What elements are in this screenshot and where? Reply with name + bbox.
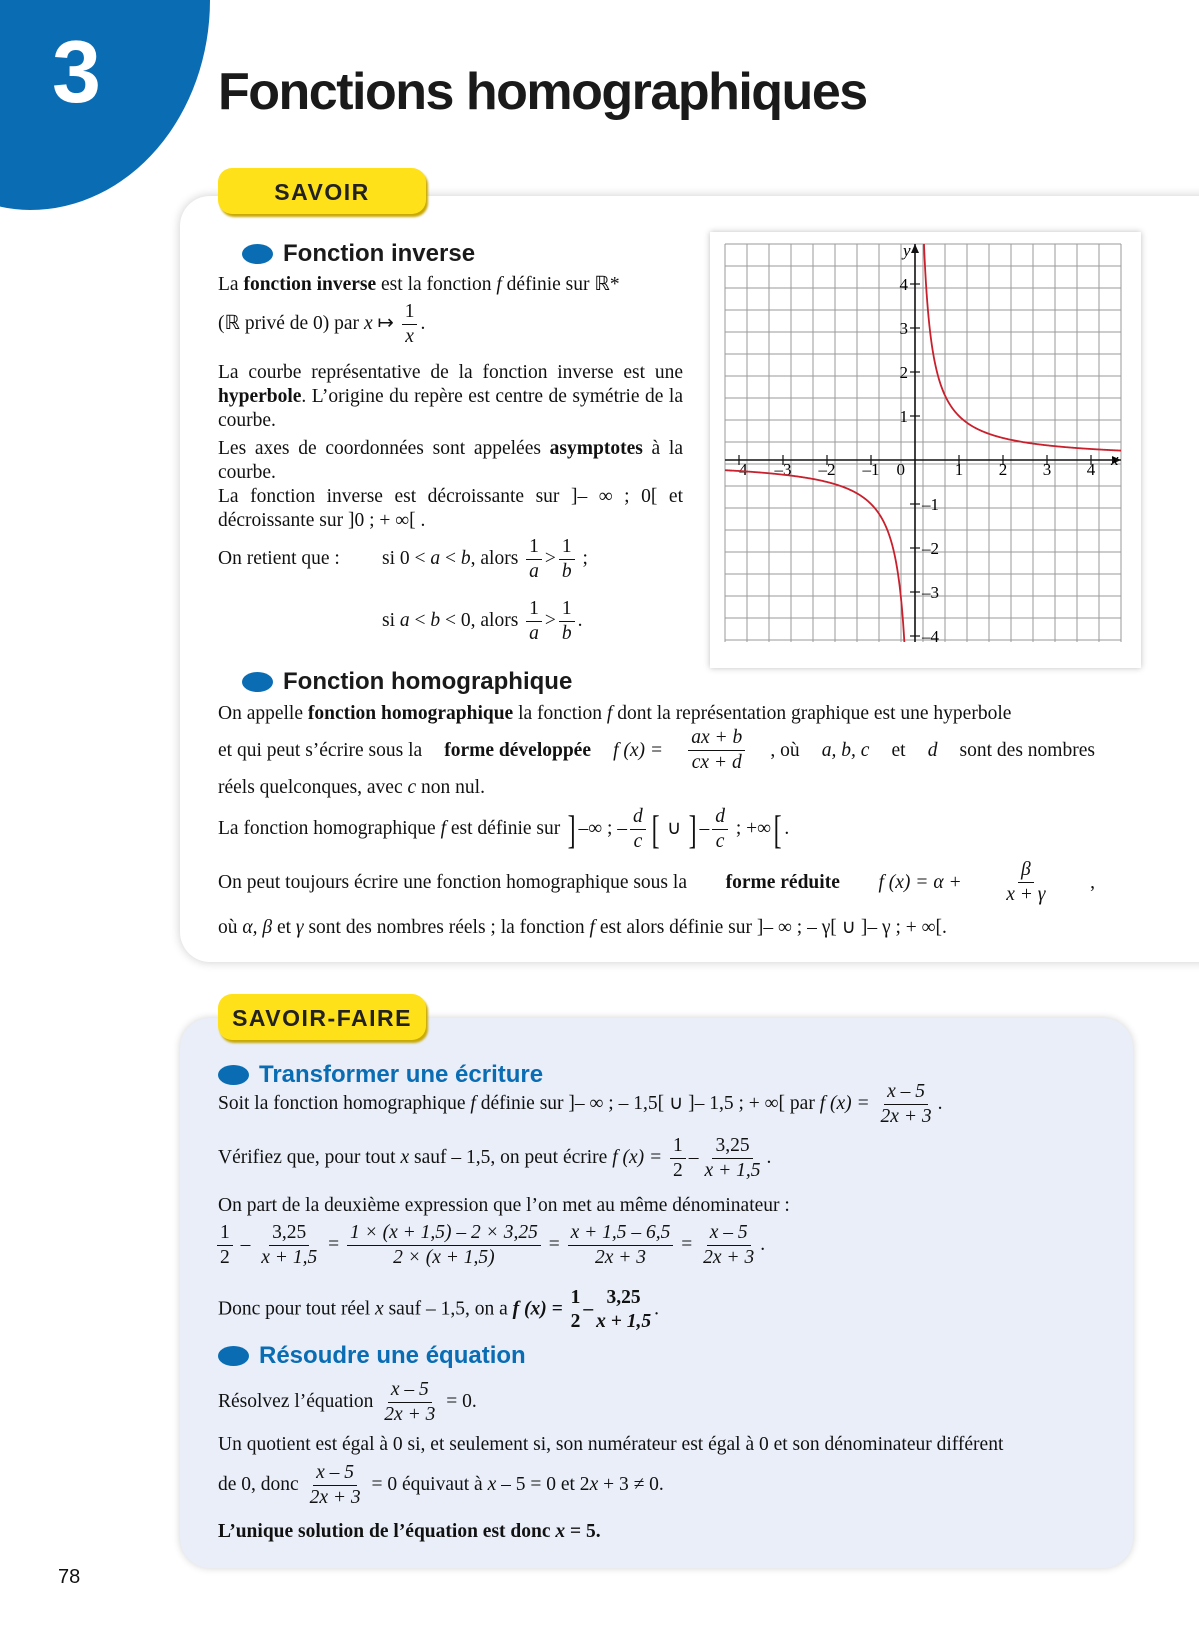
transformer-conclusion: Donc pour tout réel x sauf – 1,5, on a f (x) = 1 2 – 3,25 x + 1,5 . [218, 1287, 659, 1332]
bullet-icon [242, 672, 273, 692]
homographique-def-line1: On appelle fonction homographique la fonction f dont la représentation graphique est une hyperbole [218, 703, 1012, 724]
heading-text: Fonction homographique [283, 668, 573, 695]
inverse-paragraph-asymptotes: Les axes de coordonnées sont appelées asymptotes à la courbe. [218, 438, 683, 483]
bullet-icon [218, 1346, 249, 1366]
x-tick-label: 4 [1086, 460, 1096, 479]
retient-rule-positive: si 0 < a < b, alors $\frac{1}{a}$ > $\frac{1}{b}$ ; [382, 536, 588, 582]
heading-fonction-inverse [242, 240, 475, 268]
inverse-function-graph [710, 232, 1141, 668]
savoir-tab: SAVOIR [218, 168, 426, 214]
y-tick-label: 1 [899, 407, 908, 426]
inverse-paragraph-variations: La fonction inverse est décroissante sur ]– ∞ ; 0[ et décroissante sur ]0 ; + ∞[ . [218, 486, 683, 531]
x-tick-label: –2 [818, 460, 836, 479]
heading-text: Transformer une écriture [259, 1061, 544, 1088]
heading-text: Fonction inverse [283, 240, 476, 267]
x-axis-label: x [1111, 450, 1119, 469]
resoudre-statement: Résolvez l’équation $\frac{x - 5}{2x + 3}$ = 0. [218, 1379, 477, 1425]
retient-label: On retient que : [218, 548, 340, 569]
curve-negative-branch [725, 470, 904, 642]
homographique-domain: La fonction homographique f est définie sur ] –∞ ; – $\frac{d}{c}$ [ ∪ ] – $\frac{d}{c}$ ; +∞[ . [218, 806, 790, 852]
x-tick-label: 2 [998, 460, 1008, 479]
y-tick-label: 3 [899, 319, 908, 338]
x-tick-label: –4 [730, 460, 748, 479]
homographique-def-line3: réels quelconques, avec c non nul. [218, 777, 485, 798]
transformer-calculation: $\frac{1}{2}$ – $\frac{3,25}{x + 1,5}$ = $\frac{1 \times (x + 1,5) - 2 \times 3,25}{2 \times (x + 1,5)}$ = $\frac{x + 1,5 - 6,5}{2x + 3}$ = $\frac{x - 5}{2x + 3}$ . [214, 1221, 765, 1270]
x-tick-label: –1 [862, 460, 880, 479]
inverse-definition-line1: La fonction inverse est la fonction f définie sur ℝ* [218, 274, 620, 295]
y-axis-label: y [903, 241, 911, 260]
x-tick-label: 3 [1042, 460, 1052, 479]
page-title: Fonctions homographiques [218, 63, 867, 121]
inverse-paragraph-hyperbole: La courbe représentative de la fonction inverse est une hyperbole. L’origine du repère est centre de symétrie de la courbe. [218, 362, 683, 431]
resoudre-rule: Un quotient est égal à 0 si, et seulement si, son numérateur est égal à 0 et son dénominateur différent [218, 1434, 1004, 1455]
x-tick-label: –3 [774, 460, 792, 479]
transformer-statement: Soit la fonction homographique f définie sur ]– ∞ ; – 1,5[ ∪ ]– 1,5 ; + ∞[ par f (x) = $\frac{x - 5}{2x + 3}$ . [218, 1081, 943, 1127]
y-tick-label: –1 [922, 495, 939, 514]
transformer-method: On part de la deuxième expression que l’on met au même dénominateur : [218, 1195, 790, 1216]
heading-text: Résoudre une équation [259, 1342, 526, 1369]
y-tick-label: 2 [899, 363, 908, 382]
y-tick-label: –3 [922, 583, 939, 602]
fraction-1-over-x: $\frac{1}{x}$ [402, 300, 418, 349]
y-tick-label: –4 [922, 627, 939, 646]
transformer-question: Vérifiez que, pour tout x sauf – 1,5, on peut écrire f (x) = $\frac{1}{2}$ – $\frac{3,25}{x + 1,5}$ . [218, 1135, 772, 1181]
homographique-forme-reduite: On peut toujours écrire une fonction homographique sous la forme réduite f (x) = α + $\frac{\beta}{x + \gamma}$ , [218, 859, 1095, 905]
heading-resoudre-equation [218, 1342, 526, 1370]
graph-svg [710, 232, 1141, 668]
inverse-definition-line2: (ℝ privé de 0) par x ↦ $\frac{1}{x}$ . [218, 301, 426, 347]
bullet-icon [242, 244, 273, 264]
origin-label: 0 [896, 460, 905, 479]
chapter-badge [0, 0, 210, 210]
heading-fonction-homographique [242, 668, 572, 696]
resoudre-solution: L’unique solution de l’équation est donc x = 5. [218, 1521, 601, 1542]
resoudre-equivalence: de 0, donc $\frac{x - 5}{2x + 3}$ = 0 équivaut à x – 5 = 0 et 2x + 3 ≠ 0. [218, 1462, 664, 1508]
x-tick-label: 1 [954, 460, 964, 479]
homographique-def-line2: et qui peut s’écrire sous la forme développée f (x) = $\frac{ax + b}{cx + d}$ , où a, b, c et d sont des nombres [218, 727, 1095, 773]
retient-rule-negative: si a < b < 0, alors $\frac{1}{a}$ > $\frac{1}{b}$ . [382, 598, 583, 644]
y-axis-arrow [911, 244, 919, 253]
y-tick-label: –2 [922, 539, 939, 558]
savoir-faire-tab: SAVOIR-FAIRE [218, 994, 426, 1040]
page-number: 78 [58, 1566, 81, 1588]
homographique-forme-reduite-domain: où α, β et γ sont des nombres réels ; la fonction f est alors définie sur ]– ∞ ; – γ[ ∪ ]– γ ; + ∞[. [218, 917, 947, 938]
y-tick-label: 4 [899, 275, 908, 294]
chapter-number: 3 [52, 22, 101, 121]
